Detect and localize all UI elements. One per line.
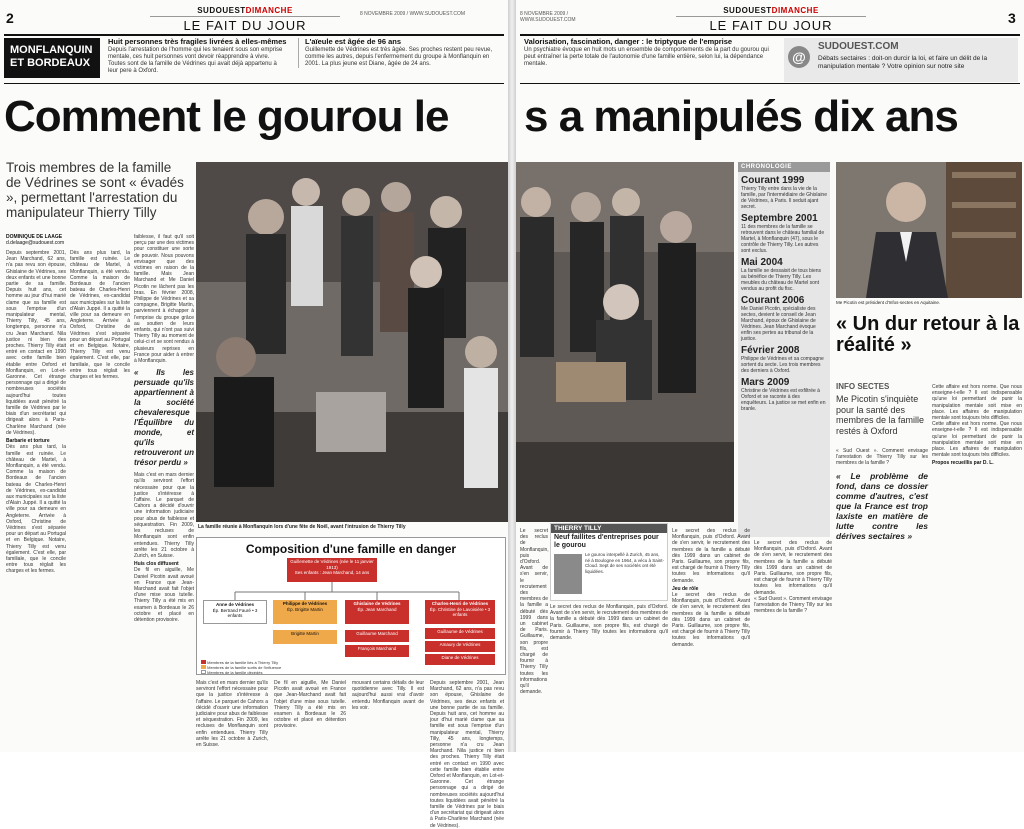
interview-credit: Propos recueillis par D. L. [932,460,994,467]
interview-pull-quote: « Le problème de fond, dans ce dossier comme d'autres, c'est que la France est trop laxiste en matière de lutte contre les dérives sectaires » [836,470,928,541]
dateline: 8 NOVEMBRE 2009 / WWW.SUDOUEST.COM [360,11,466,17]
teaser-2-text: Guillemette de Védrines est très âgée. Ses proches restent peu revue, comme les autres, depuis l'enfermement du groupe à Monflanquin en 2001. La plus jeune est Diane, âgée de 24 ans. [305,47,493,67]
node-child-2 [273,600,337,624]
teaser-right [524,38,776,68]
teaser-right-title: Valorisation, fascination, danger : le triptyque de l'emprise [524,37,733,46]
tilly-box-header: THIERRY TILLY [551,524,667,533]
node-root-name: Guillemette de Védrines (née le 11 janvier 1913) [290,559,374,570]
node-grandchild-1: Brigitte Martin [273,630,337,644]
pull-quote: « Ils les persuade qu'ils appartiennent à la société chevaleresque l'Équilibre du monde, et qu'ils retrouveront un trésor perdu » [134,368,194,468]
node-child-3-note: Ép. Jean Marchand [357,606,397,612]
page-number: 2 [6,10,14,26]
node-grandchild-6: Diane de Védrines [425,654,495,665]
teaser-right-text: Un psychiatre évoque en huit mots un ensemble de comportements de la part du gourou qui peut entraîner la perte totale de l'autonomie d'une famille entière, selon lui, la dépendance mentale. [524,47,769,67]
jeu-de-role-subhead: Jeu de rôle [672,585,699,592]
elderly-photo-image [516,162,734,522]
legend-item-3: Membres de la famille décédés [201,670,281,675]
node-child-3 [345,600,409,624]
portrait-photo-picotin [836,162,1022,298]
col2-subhead: Huis clos diffusent [134,561,179,568]
left-page [0,0,508,829]
node-child-3-name: Ghislaine de Védrines [353,601,401,606]
location-badge: MONFLANQUIN ET BORDEAUX [4,38,100,78]
byline [6,234,64,246]
node-grandchild-3: François Marchand [345,645,409,657]
col1-text-b: Dès ans plus tard, la famille est ruinée. Le château de Martel, à Monflanquin, a été vendu. Comme la maison de Bordeaux de l'ancien bateau de Charles-Henri de Védrines, ex-candidat aux municipales sur la liste d'Alain Juppé. Il a quitté la ville pour sa demeure en Angleterre. Arrivée à Oxford, Christine de Védrines s'est séparée pour un départ au Portugal et en Belgique. Notaire, Thierry Tilly est venu également. C'est elle, par familiale, que le concile entre tous réglait les charges et les fermes. [6,444,66,575]
node-child-2-name: Philippe de Védrines [282,601,328,606]
article-column-5: De fil en aiguille, Me Daniel Picotin avait avoué en France que Jean-Marchand avait fait l'objet d'une mise sous tutelle. Thierry Tilly a été mis en examen à Bordeaux le 26 octobre et placé en détention provisoire. [274,680,346,730]
article-column-7: Depuis septembre 2001, Jean Marchand, 62 ans, n'a pas revu son épouse, Ghislaine de Védrines, ses deux enfants et une bonne partie de sa famille. Depuis huit ans, cet homme au jour d'hui marié clame que sa famille est sous l'emprise d'un manipulateur mental, Thierry Tilly, 45 ans, longtemps, personne n'a cru Jean Marchand. Nila justice ni bien des proches. Thierry Tilly était entré en contact en 1990 avec cette famille bien établie entre Oxford et Monflanquin, en Lot-et-Garonne. Cet étrange personnage qui a dirigé de nombreuses sociétés aujourd'hui toutes liquidées avait pénétré la famille de Védrines par le biais d'un secrétariat qui dirigeait alors à Paris-Charlène Marchand (née de Védrines). [430,680,504,829]
portrait-photo-elderly [516,162,734,522]
tilly-box-text: Le gourou interpellé à Zurich, 45 ans, né à Boulogne en 1964, a vécu à Saint-Cloud. Sept de ses sociétés ont été liquidées. [585,552,665,574]
headline-left: Comment le gourou le [4,92,449,141]
at-icon: @ [788,46,810,68]
family-photo [196,162,508,522]
article-column-4: Mais c'est en mars dernier qu'ils serviront l'effort nécessaire pour que la justice s'intéresse à l'affaire. Le parquet de Cahors a décidé d'ouvrir une information judiciaire pour abus de faiblesse et séquestration. Fin 2009, les recluses de Monflanquin sont enfin entendues. Thierry Tilly arrête les 21 octobre à Zurich, en Suisse. [196,680,268,749]
sudouest-promo[interactable] [784,38,1018,82]
deck: Trois membres de la famille de Védrines se sont « évadés », permettant l'arrestation du manipulateur Thierry Tilly [6,160,184,220]
teaser-1-text: Depuis l'arrestation de l'homme qui les tenaient sous son emprise mentale, ces huit personnes vont devoir réapprendre à vivre. Toutes sont de la famille de Védrines qui avait déjà appartenu à leur pere à Oxford. [108,47,283,74]
teaser-2 [298,38,498,68]
right-page [516,0,1024,752]
chronology-item: Mars 2009 Christine de Védrines est exfiltrée à Oxford et se raconte à des enquêteurs. La justice se met enfin en branle. [741,377,826,412]
chronology-item: Courant 2006 Me Daniel Picotin, spécialiste des sectes, devient le conseil de Jean Marchand, époux de Ghislaine de Védrines. Jean Marchand évoque enfin ses pertes au tribunal de la justice. [741,295,816,342]
portrait-caption: Me Picotin est président d'Infos-sectes en Aquitaine. [836,300,941,305]
col2-text-c: De fil en aiguille, Me Daniel Picotin avait avoué en France que Jean-Marchand avait fait l'objet d'une mise sous tutelle. Thierry Tilly a été mis en examen à Bordeaux le 26 octobre et placé en détention provisoire. [134,567,194,623]
node-child-4-name: Charles-Henri de Védrines [431,601,489,606]
masthead-section: LE FAIT DU JOUR [150,16,340,33]
page-number-right: 3 [1008,10,1016,26]
col2-text: faiblesse, il faut qu'il soit perçu par une des victimes pour constituer une sorte de pouvoir. Nous pouvons envisager que des victimes en raison de la famille. Mais Jean Marchand et Me Daniel Picotin ne lâchent pas les bras. En février 2008, Philippe de Védrines et sa compagne, Brigitte Martin, parviennent à échapper à l'emprise du groupe grâce au soutien de leurs enfants, qui n'ont pas suivi Thierry Tilly au moment de celui-ci et se sont rendus à plusieurs reprises en France pour aider à entrer à Monflanquin. [134,234,194,365]
family-photo-image [196,162,508,522]
node-child-4 [425,600,495,624]
photo-caption: La famille réunie à Monflanquin lors d'une fête de Noël, avant l'intrusion de Thierry Tilly [198,524,406,530]
node-child-1-note: Ép. Bertrand Fauré • 3 enfants [212,607,258,618]
node-child-2-note: Ép. Brigitte Martin [287,606,323,612]
col1-subhead: Barbarie et torture [6,438,50,445]
interview-deck: Me Picotin s'inquiète pour la santé des membres de la famille restés à Oxford [836,394,925,436]
node-root [287,558,377,582]
interview-col-a: « Sud Ouest ». Comment envisage l'arrestation de Thierry Tilly sur les membres de la famille ? [836,448,928,467]
byline-email: d.delaage@sudouest.com [6,240,65,246]
legend-item-1: Membres de la famille liés à Thierry Tilly [201,660,281,665]
right-article-col-3: Le secret des reclus de Monflanquin, puis d'Oxford. Avant de s'en servir, le recrutement des membres de la famille a débuté dès 1999 dans un cabinet de Paris. Guillaume, son propre fils, est chargé de fournir à Thierry Tilly toutes les informations qu'il demande. « Sud Ouest ». Comment envisage l'arrestation de Thierry Tilly sur les membres de la famille ? [754,540,832,615]
teaser-2-title: L'aïeule est âgée de 96 ans [305,37,401,46]
masthead [150,6,340,33]
masthead-brand: SUDOUESTDIMANCHE [197,6,293,15]
family-diagram [196,537,506,675]
teaser-1-title: Huit personnes très fragiles livrées à elles-mêmes [108,37,287,46]
masthead-right-section: LE FAIT DU JOUR [676,16,866,33]
col2-text-b: Mais c'est en mars dernier qu'ils serviront l'effort nécessaire pour que la justice s'intéresse à l'affaire. Le parquet de Cahors a décidé d'ouvrir une information judiciaire pour abus de faiblesse et séquestration. Fin 2009, les recluses de Monflanquin sont enfin entendues. Thierry Tilly arrête les 21 octobre à Zurich, en Suisse. [134,472,194,559]
tilly-box-title: Neuf faillites d'entreprises pour le gourou [554,534,659,549]
diagram-legend [201,660,281,675]
tilly-portrait [554,554,582,594]
chronology-item: Février 2008 Philippe de Védrines et sa compagne sortent du secte. Les trois membres des derniers à Oxford. [741,345,824,374]
node-grandchild-2: Guillaume Marchand [345,630,409,642]
headline-right: s a manipulés dix ans [524,92,958,141]
right-article-col-2: Le secret des reclus de Monflanquin, puis d'Oxford. Avant de s'en servir, le recrutement des membres de la famille a débuté dès 1999 dans un cabinet de Paris. Guillaume, son propre fils, est chargé de fournir à Thierry Tilly toutes les informations qu'il demande. Jeu de rôle Le secret des reclus de Monflanquin, puis d'Oxford. Avant de s'en servir, le recrutement des membres de la famille a débuté dès 1999 dans un cabinet de Paris. Guillaume, son propre fils, est chargé de fournir à Thierry Tilly toutes les informations qu'il demande. [672,528,750,648]
article-column-3 [134,234,194,750]
section-label: INFO SECTES [836,382,890,391]
node-grandchild-4: Guillaume de Védrines [425,628,495,639]
chronology-box [738,162,830,537]
dateline-right: 8 NOVEMBRE 2009 / WWW.SUDOUEST.COM [520,11,576,23]
chronology-title: CHRONOLOGIE [738,162,830,172]
legend-item-2: Membres de la famille sortis de l'influence [201,665,281,670]
interview-column-1 [836,448,928,750]
node-child-4-note: Ép. Christine de Lavoisière • 3 enfants [429,606,491,617]
interview-column-2: Cette affaire est hors norme. Que nous enseigne-t-elle ? Il est indispensable qu'une loi permettant de punir la manipulation mentale soit mise en place. Les affaires de manipulation mentale sont toujours très difficiles. Cette affaire est hors norme. Que nous enseigne-t-elle ? Il est indispensable qu'une loi permettant de punir la manipulation mentale soit mise en place. Les affaires de manipulation mentale sont toujours très difficiles. Propos recueillis par D. L. [932,384,1022,467]
node-grandchild-5: Amaury de Védrines [425,641,495,652]
chronology-item: Septembre 2001 11 des membres de la famille se retrouvent dans le château familial de Martel, à Monflanquin (47), sous le contrôle de Thierry Tilly. Les autres sont exclus. [741,213,825,254]
masthead-right [676,6,866,33]
node-child-1 [203,600,267,624]
right-article-col-1: Le secret des reclus de Monflanquin, puis d'Oxford. Avant de s'en servir, le recrutement des membres de la famille a débuté dès 1999 dans un cabinet de Paris. Guillaume, son propre fils, est chargé de fournir à Thierry Tilly toutes les informations qu'il demande. [550,604,668,642]
picotin-photo-image [836,162,1022,298]
page-gutter [508,0,516,752]
sudouest-text: Débats sectaires : doit-on durcir la loi, et faire un délit de la manipulation mentale ? Votre opinion sur notre site [818,55,988,70]
right-article-col-0: Le secret des reclus de Monflanquin, puis d'Oxford. Avant de s'en servir, le recrutement des membres de la famille a débuté dès 1999 dans un cabinet de Paris. Guillaume, son propre fils, est chargé de fournir à Thierry Tilly toutes les informations qu'il demande. [520,528,549,696]
tilly-box [550,523,668,601]
masthead-right-brand: SUDOUESTDIMANCHE [723,6,819,15]
node-child-1-name: Anne de Védrines [215,602,254,607]
chronology-item: Mai 2004 La famille se dessaisit de tous biens au bénéfice de Thierry Tilly. Les meubles du château de Martel sont vendus au profit du fisc. [741,257,822,292]
interview-title: « Un dur retour à la réalité » [836,313,1020,356]
article-column-1 [6,250,66,750]
article-column-2 [70,250,130,750]
chronology-item: Courant 1999 Thierry Tilly entre dans la vie de la famille, par l'intermédiaire de Ghislaine de Védrines, à Paris. Il seduit ajant secret. [741,175,827,210]
teaser-1 [108,38,288,75]
sudouest-name: SUDOUEST.COM [818,41,899,52]
col1-continued: Dès ans plus tard, la famille est ruinée. Le château de Martel, à Monflanquin, a été vendu. Comme la maison de Bordeaux de l'ancien bateau de Charles-Henri de Védrines, ex-candidat aux municipales sur la liste d'Alain Juppé. Il a quitté la ville pour sa demeure en Angleterre. Arrivée à Oxford, Christine de Védrines s'est séparée pour un départ au Portugal et en Belgique. Notaire, Thierry Tilly est venu également. C'est elle, par familiale, que le concile entre tous réglait les charges et les fermes. [70,250,130,381]
diagram-title: Composition d'une famille en danger [245,542,457,556]
node-root-note: Ses enfants : Jean Marchand, 14 ans [294,570,370,575]
article-column-6: mouvant certains détails de leur quotidienne avec Tilly. Il est aujourd'hui aussi vrai d'avoir entendu Monflanquin avant de les voir. [352,680,424,711]
byline-name: DOMINIQUE DE LAAGE [6,234,63,240]
col1-text: Depuis septembre 2001, Jean Marchand, 62 ans, n'a pas revu son épouse, Ghislaine de Védrines, ses deux enfants et une bonne partie de sa famille. Depuis huit ans, cet homme au jour d'hui marié clame que sa famille est sous l'emprise d'un manipulateur mental, Thierry Tilly, 45 ans, longtemps, personne n'a cru Jean Marchand. Nila justice ni bien des proches. Thierry Tilly était entré en contact en 1990 avec cette famille bien établie entre Oxford et Monflanquin, en Lot-et-Garonne. Cet étrange personnage qui a dirigé de nombreuses sociétés aujourd'hui toutes liquidées avait pénétré la famille de Védrines par le biais d'un secrétariat qui dirigeait alors à Paris-Charlène Marchand (née de Védrines). [6,250,66,436]
interview-col-b: Cette affaire est hors norme. Que nous enseigne-t-elle ? Il est indispensable qu'une loi permettant de punir la manipulation mentale soit mise en place. Les affaires de manipulation mentale sont toujours très difficiles. [932,384,1022,422]
